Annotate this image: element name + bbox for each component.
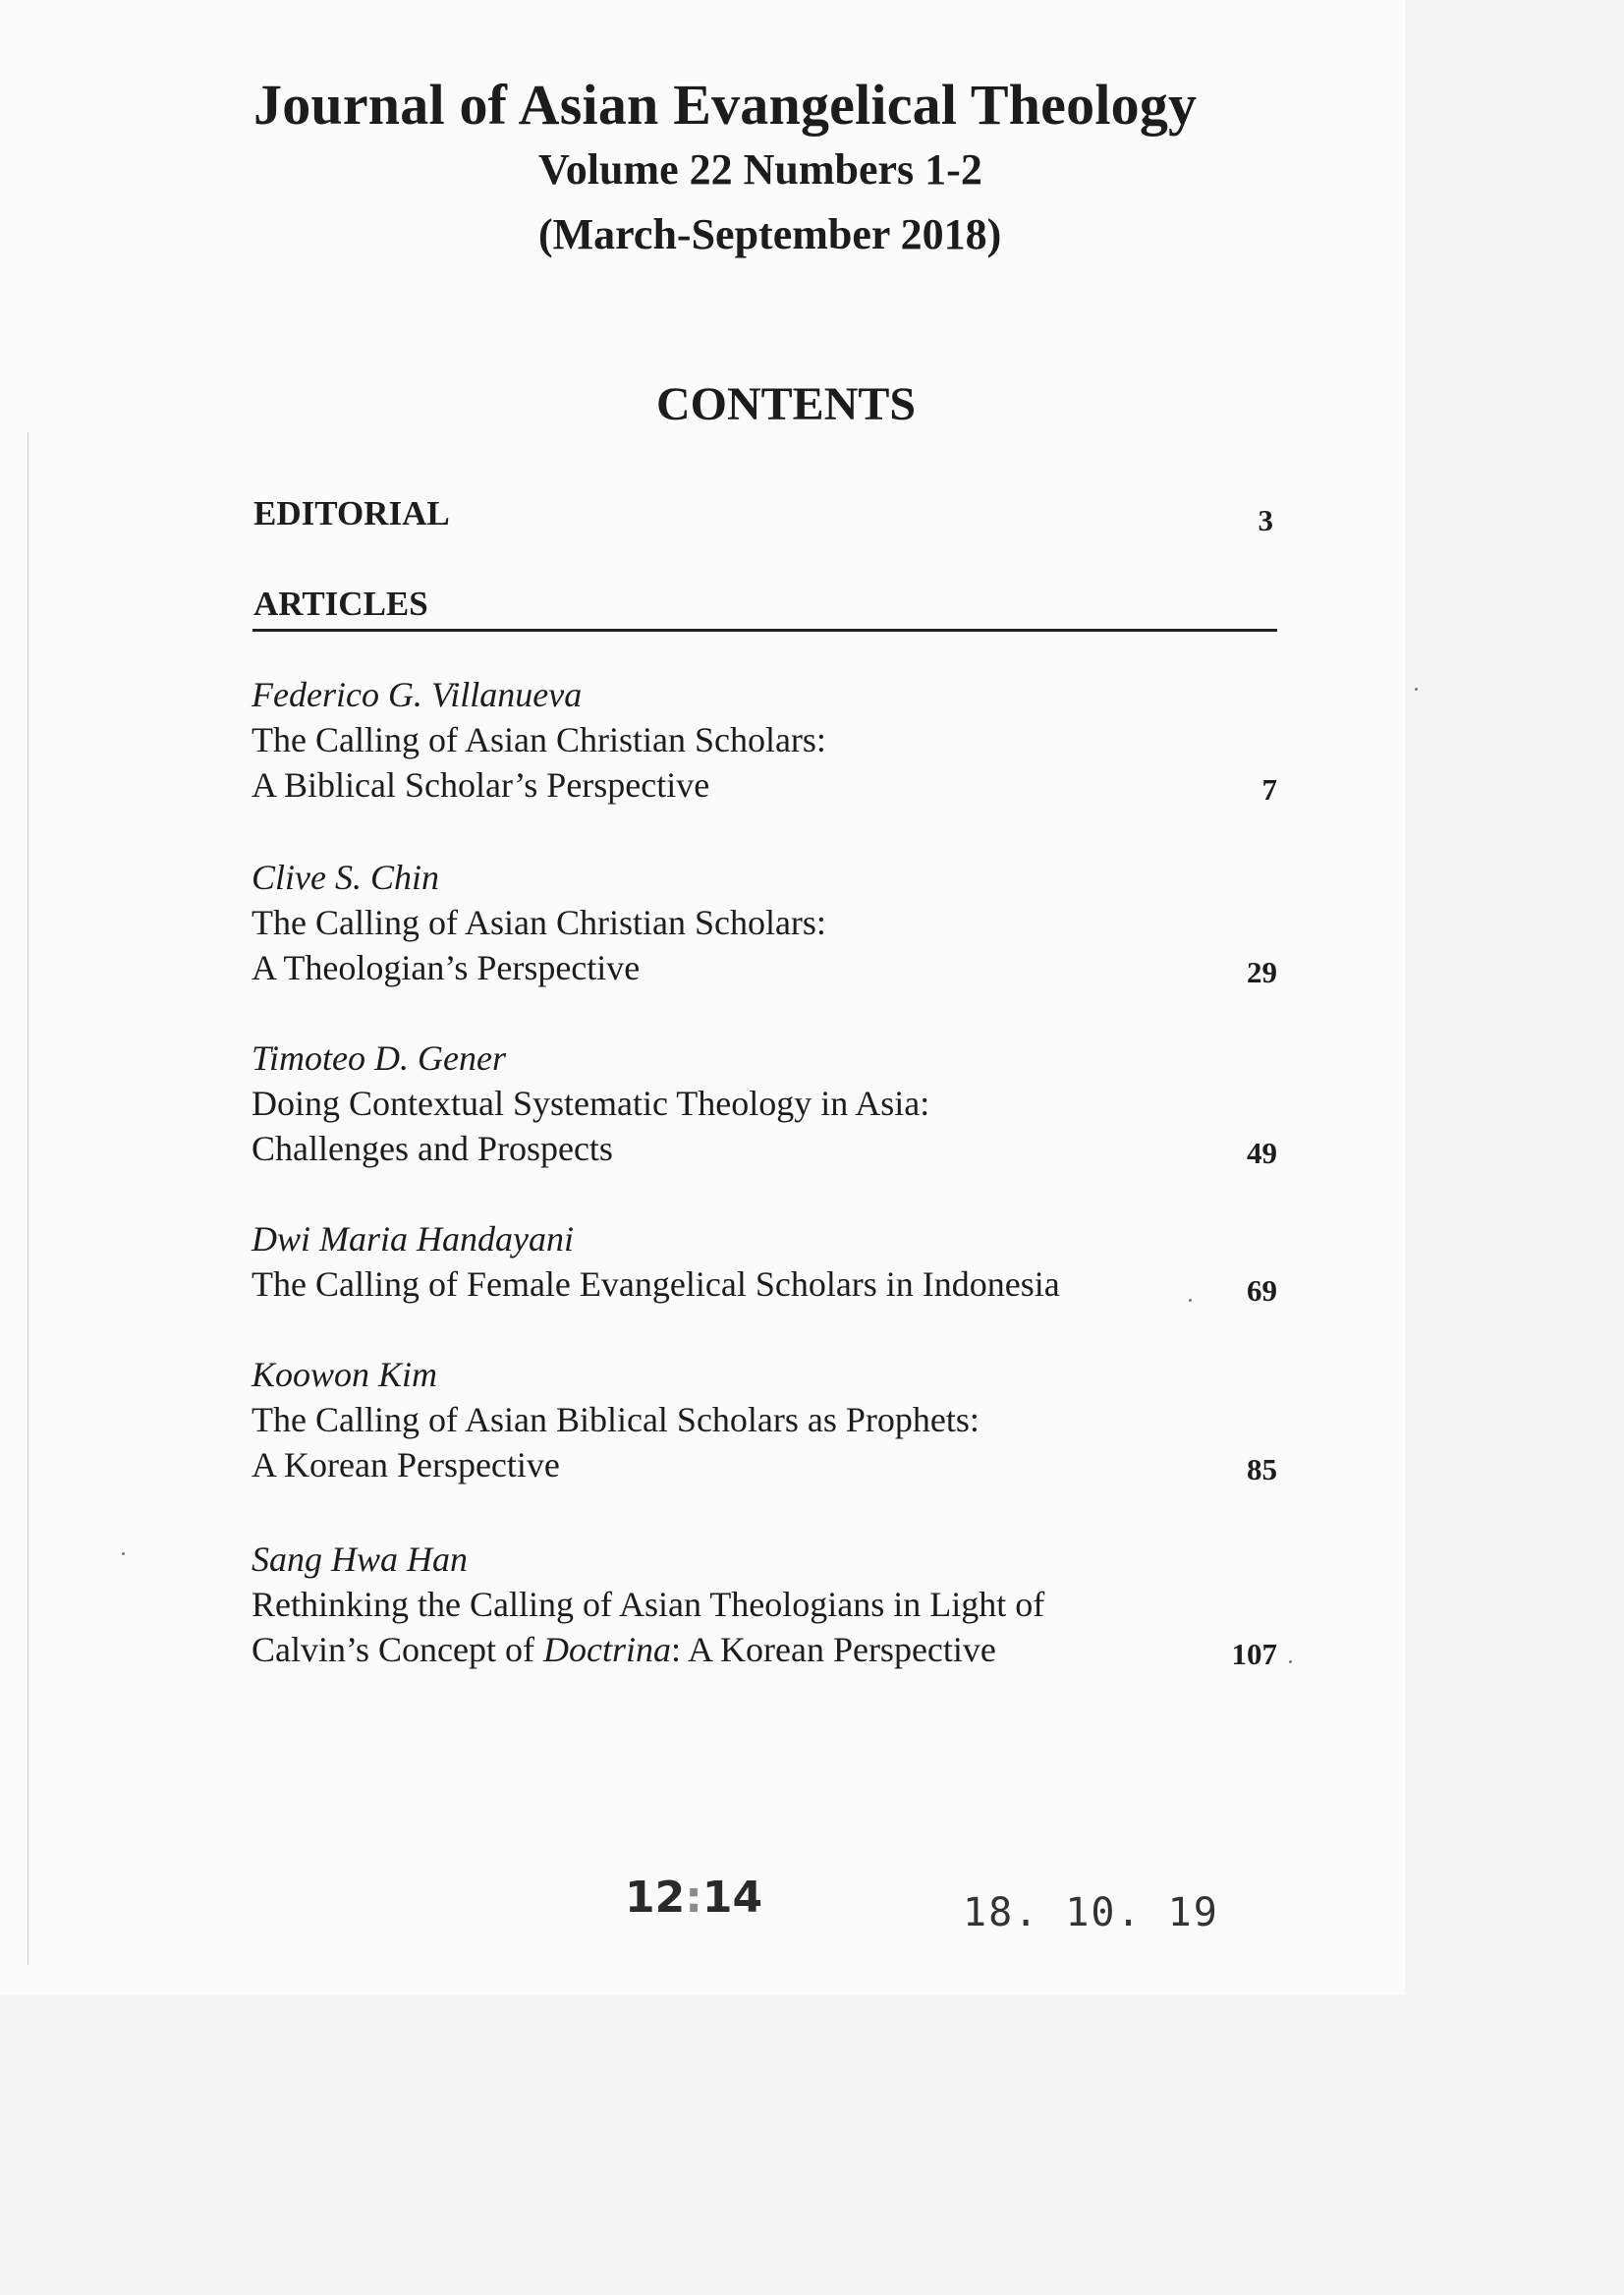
article-page-number: 29 — [1247, 955, 1277, 989]
article-page-number: 7 — [1261, 772, 1277, 807]
article-title-line: The Calling of Asian Biblical Scholars as Prophets: — [252, 1400, 980, 1439]
toc-entry — [252, 1352, 1277, 1499]
journal-dates: (March-September 2018) — [538, 210, 1002, 258]
toc-entry — [252, 1216, 1277, 1364]
toc-entry — [252, 672, 1277, 819]
editorial-label: EDITORIAL — [253, 494, 450, 532]
scan-speck — [1415, 688, 1418, 691]
article-page-number: 49 — [1247, 1136, 1277, 1170]
article-author: Timoteo D. Gener — [252, 1038, 506, 1078]
toc-entry — [252, 1036, 1277, 1183]
scan-speck — [122, 1552, 125, 1555]
article-author: Dwi Maria Handayani — [252, 1219, 574, 1259]
stamp-number-faint-part: : — [685, 1873, 702, 1923]
library-stamp-number — [625, 1873, 762, 1923]
journal-title: Journal of Asian Evangelical Theology — [253, 73, 1198, 137]
articles-divider — [252, 629, 1277, 632]
article-title-line: A Theologian’s Perspective — [252, 948, 641, 987]
toc-entry — [252, 1537, 1277, 1684]
article-title-line: The Calling of Asian Christian Scholars: — [252, 903, 826, 942]
scan-speck — [1189, 1299, 1192, 1302]
date-stamp: 18. 10. 19 — [963, 1890, 1219, 1935]
article-page-number: 69 — [1247, 1273, 1277, 1308]
article-title-line: Rethinking the Calling of Asian Theologians in Light of — [252, 1585, 1045, 1624]
article-title-line: Challenges and Prospects — [252, 1129, 613, 1168]
article-author: Clive S. Chin — [252, 858, 439, 897]
stamp-number-part: 14 — [701, 1873, 763, 1923]
article-title-line: The Calling of Asian Christian Scholars: — [252, 720, 826, 759]
article-title-line: A Korean Perspective — [252, 1445, 560, 1484]
article-page-number: 107 — [1231, 1637, 1277, 1671]
title-text: Calvin’s Concept of — [252, 1630, 543, 1669]
article-title-line: Doing Contextual Systematic Theology in Asia: — [252, 1084, 930, 1123]
editorial-page-number: 3 — [1258, 503, 1273, 537]
article-title-line — [252, 1627, 996, 1672]
article-title-line: A Biblical Scholar’s Perspective — [252, 765, 710, 805]
toc-entry — [252, 855, 1277, 1002]
article-page-number: 85 — [1247, 1452, 1277, 1486]
article-author: Sang Hwa Han — [252, 1539, 469, 1579]
stamp-number-part: 12 — [625, 1873, 686, 1923]
article-author: Koowon Kim — [252, 1355, 438, 1394]
title-italic-text: Doctrina — [542, 1630, 671, 1669]
article-title-line: The Calling of Female Evangelical Scholars in Indonesia — [252, 1264, 1060, 1304]
contents-heading: CONTENTS — [656, 378, 917, 430]
title-text: : A Korean Perspective — [670, 1630, 996, 1669]
articles-label: ARTICLES — [253, 585, 428, 623]
scan-speck — [1289, 1660, 1292, 1663]
journal-volume: Volume 22 Numbers 1-2 — [538, 145, 982, 194]
article-author: Federico G. Villanueva — [252, 675, 583, 714]
